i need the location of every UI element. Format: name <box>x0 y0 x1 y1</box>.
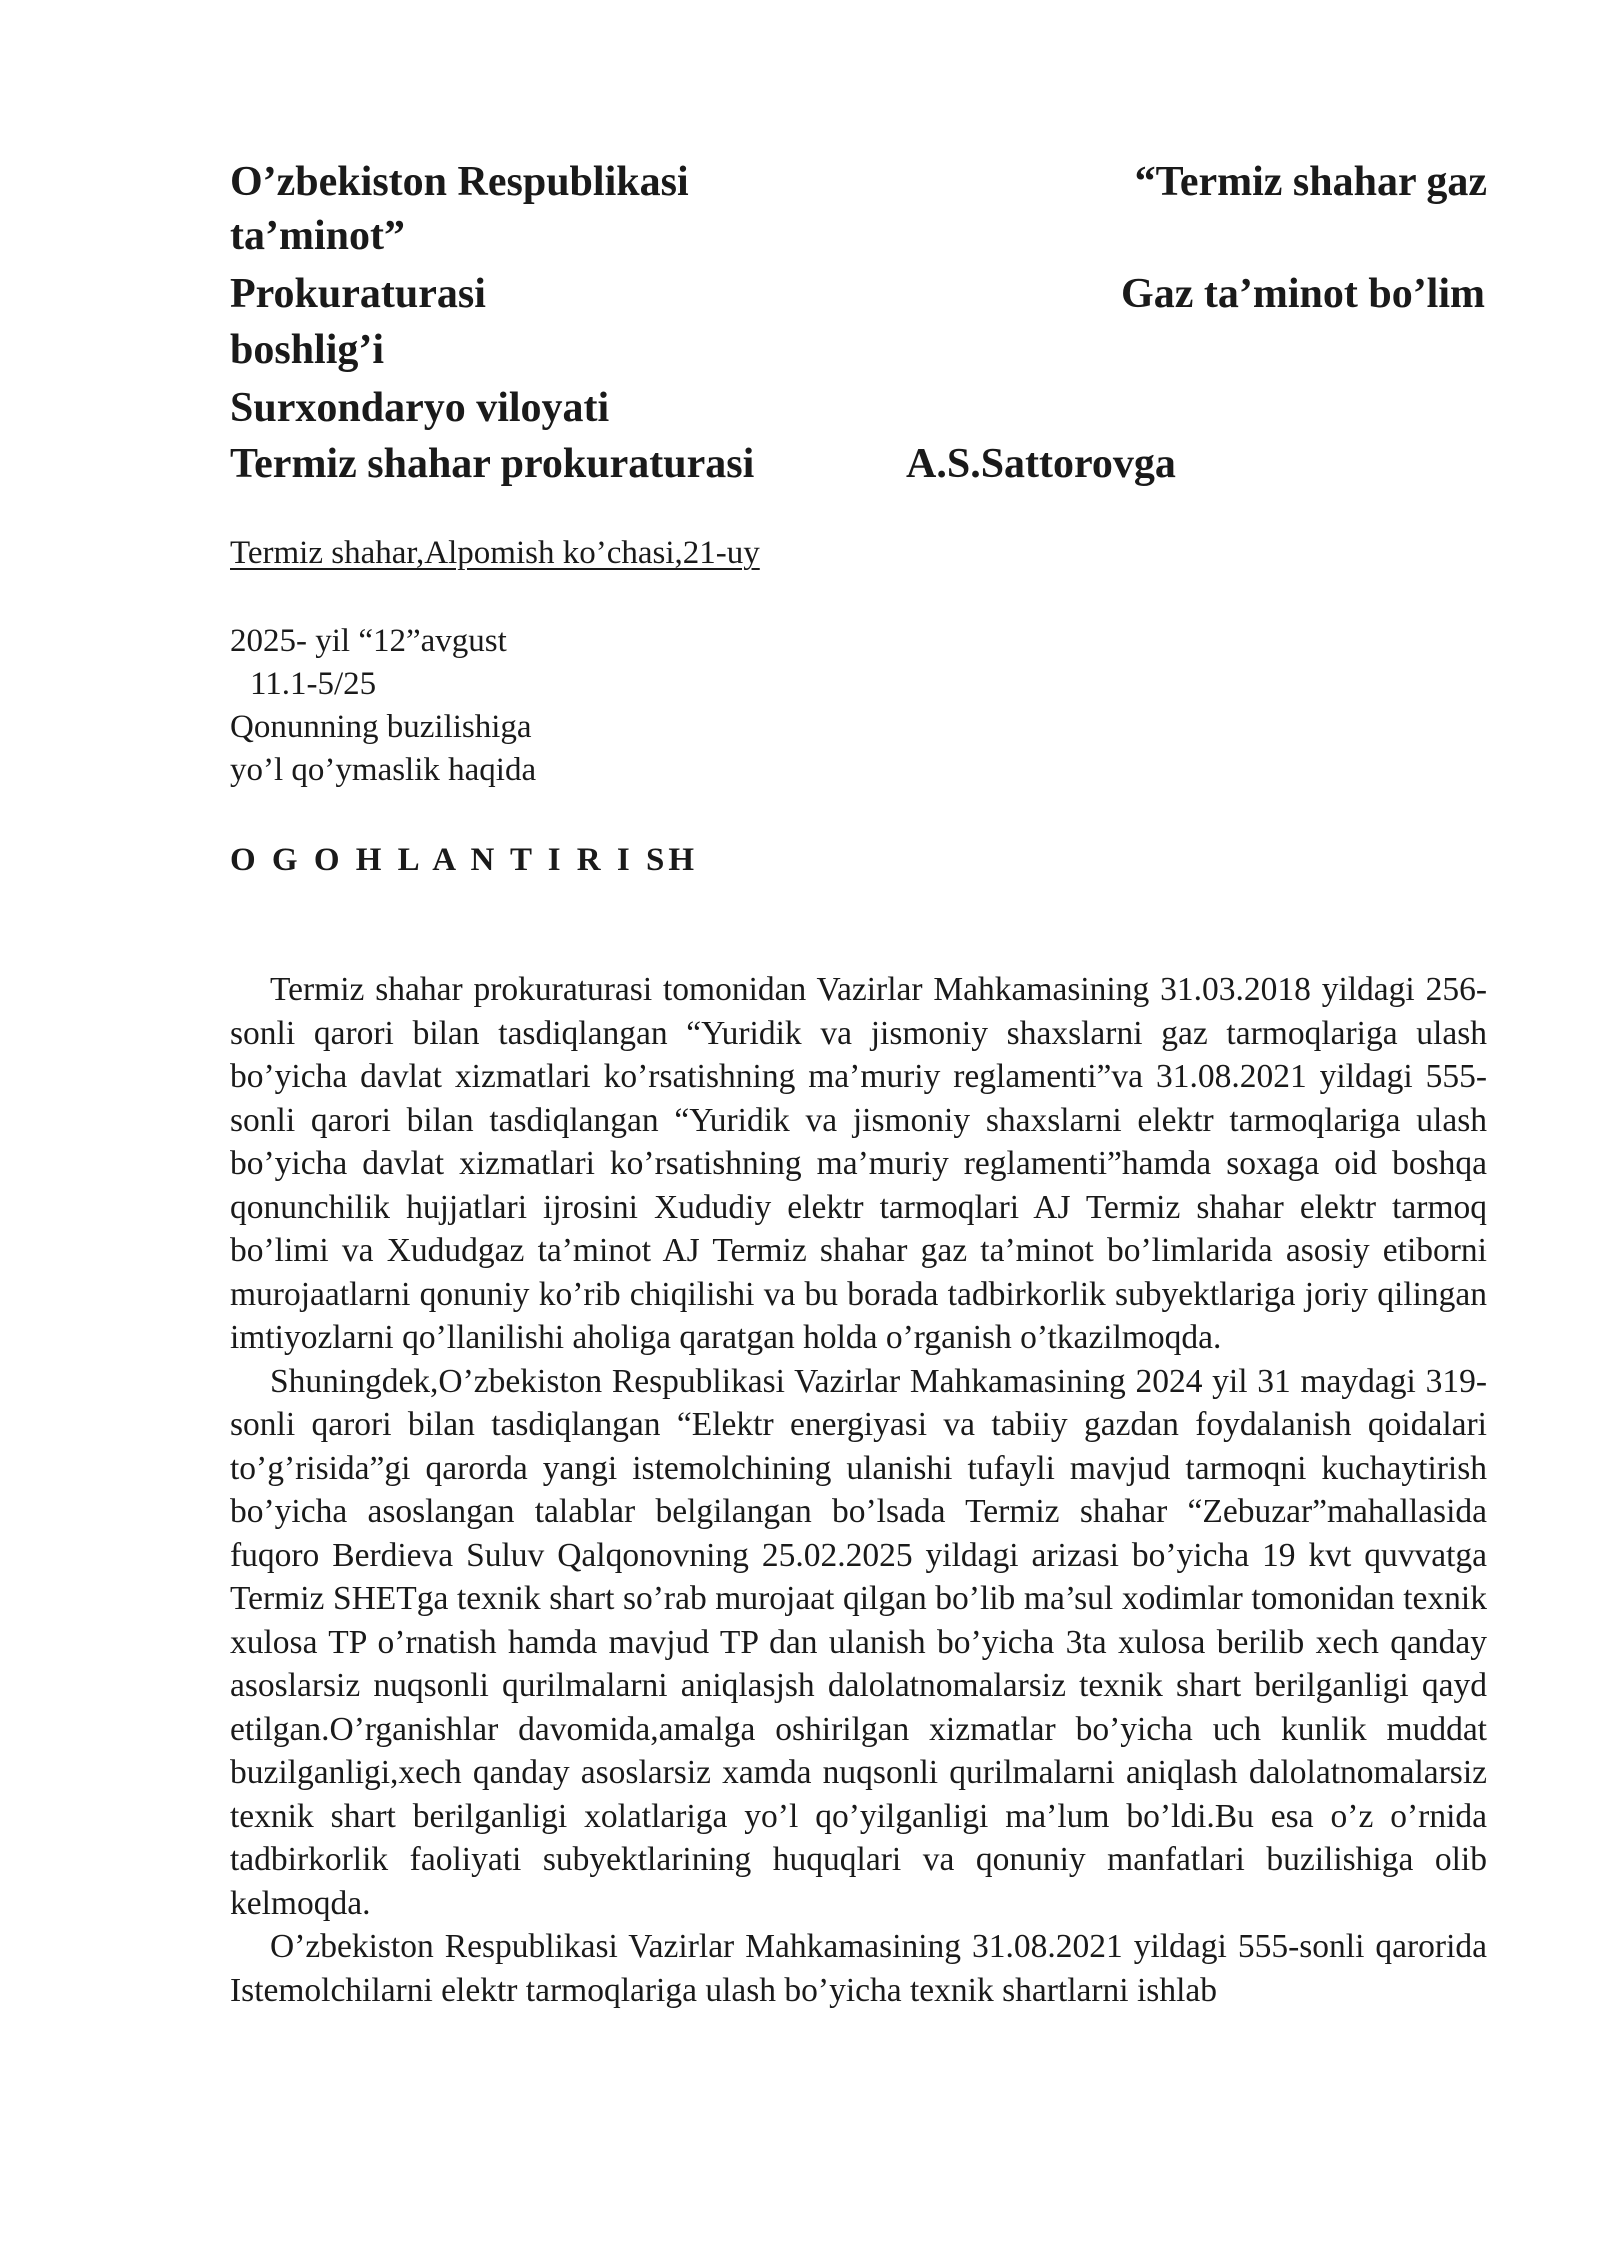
recipient-left-line-2: ta’minot” <box>230 213 405 259</box>
sender-address: Termiz shahar,Alpomish ko’chasi,21-uy <box>230 535 760 571</box>
recipient-left-line-3: Prokuraturasi <box>230 271 486 317</box>
body-paragraph: O’zbekiston Respublikasi Vazirlar Mahkamasining 31.08.2021 yildagi 555-sonli qarorida Istemolchilarni elektr tarmoqlariga ulash bo’yicha texnik shartlarni ishlab <box>230 1928 1487 2009</box>
recipient-left-line-6: Termiz shahar prokuraturasi <box>230 441 755 487</box>
recipient-left-line-4: boshlig’i <box>230 327 385 373</box>
document-number: 11.1-5/25 <box>250 666 377 702</box>
document-title: O G O H L A N T I R I SH <box>230 842 698 878</box>
body-paragraph: Termiz shahar prokuraturasi tomonidan Vazirlar Mahkamasining 31.03.2018 yildagi 256-sonli qarori bilan tasdiqlangan “Yuridik va jismoniy shaxslarni gaz tarmoqlariga ulash bo’yicha davlat xizmatlari ko’rsatishning ma’muriy reglamenti”va 31.08.2021 yildagi 555-sonli qarori bilan tasdiqlangan “Yuridik va jismoniy shaxslarni elektr tarmoqlariga ulash bo’yicha davlat xizmatlari ko’rsatishning ma’muriy reglamenti”hamda soxaga oid boshqa qonunchilik hujjatlari ijrosini Xududiy elektr tarmoqlari AJ Termiz shahar elektr tarmoq bo’limi va Xududgaz ta’minot AJ Termiz shahar gaz ta’minot bo’limlarida asosiy etiborni murojaatlarni qonuniy ko’rib chiqilishi va bu borada tadbirkorlik subyektlariga joriy qilingan imtiyozlarni qo’llanilishi aholiga qaratgan holda o’rganish o’tkazilmoqda. <box>230 971 1487 1356</box>
subject-line-1: Qonunning buzilishiga <box>230 709 532 745</box>
recipient-left-line-5: Surxondaryo viloyati <box>230 385 610 431</box>
recipient-left-line-1: O’zbekiston Respublikasi <box>230 159 689 205</box>
subject-line-2: yo’l qo’ymaslik haqida <box>230 752 537 788</box>
body-paragraph: Shuningdek,O’zbekiston Respublikasi Vazirlar Mahkamasining 2024 yil 31 maydagi 319-sonli qarori bilan tasdiqlangan “Elektr energiyasi va tabiiy gazdan foydalanish qoidalari to’g’risida”gi qarorda yangi istemolchining ulanishi tufayli mavjud tarmoqni kuchaytirish bo’yicha asoslangan talablar belgilangan bo’lsada Termiz shahar “Zebuzar”mahallasida fuqoro Berdieva Suluv Qalqonovning 25.02.2025 yildagi arizasi bo’yicha 19 kvt quvvatga Termiz SHETga texnik shart so’rab murojaat qilgan bo’lib ma’sul xodimlar tomonidan texnik xulosa TP o’rnatish hamda mavjud TP dan ulanish bo’yicha 3ta xulosa berilib xech qanday asoslarsiz nuqsonli qurilmalarni aniqlasjsh dalolatnomalarsiz texnik shart berilganligi qayd etilgan.O’rganishlar davomida,amalga oshirilgan xizmatlar bo’yicha uch kunlik muddat buzilganligi,xech qanday asoslarsiz xamda nuqsonli qurilmalarni aniqlash dalolatnomalarsiz texnik shart berilganligi xolatlariga yo’l qo’yilganligi ma’lum bo’ldi.Bu esa o’z o’rnida tadbirkorlik faoliyati subyektlarining huquqlari va qonuniy manfatlari buzilishiga olib kelmoqda. <box>230 1362 1487 1922</box>
recipient-name: A.S.Sattorovga <box>906 441 1176 487</box>
document-date: 2025- yil “12”avgust <box>230 623 507 659</box>
recipient-right-line-3: Gaz ta’minot bo’lim <box>1121 271 1485 317</box>
document-body <box>230 968 1487 2012</box>
recipient-right-line-1: “Termiz shahar gaz <box>1134 159 1487 205</box>
